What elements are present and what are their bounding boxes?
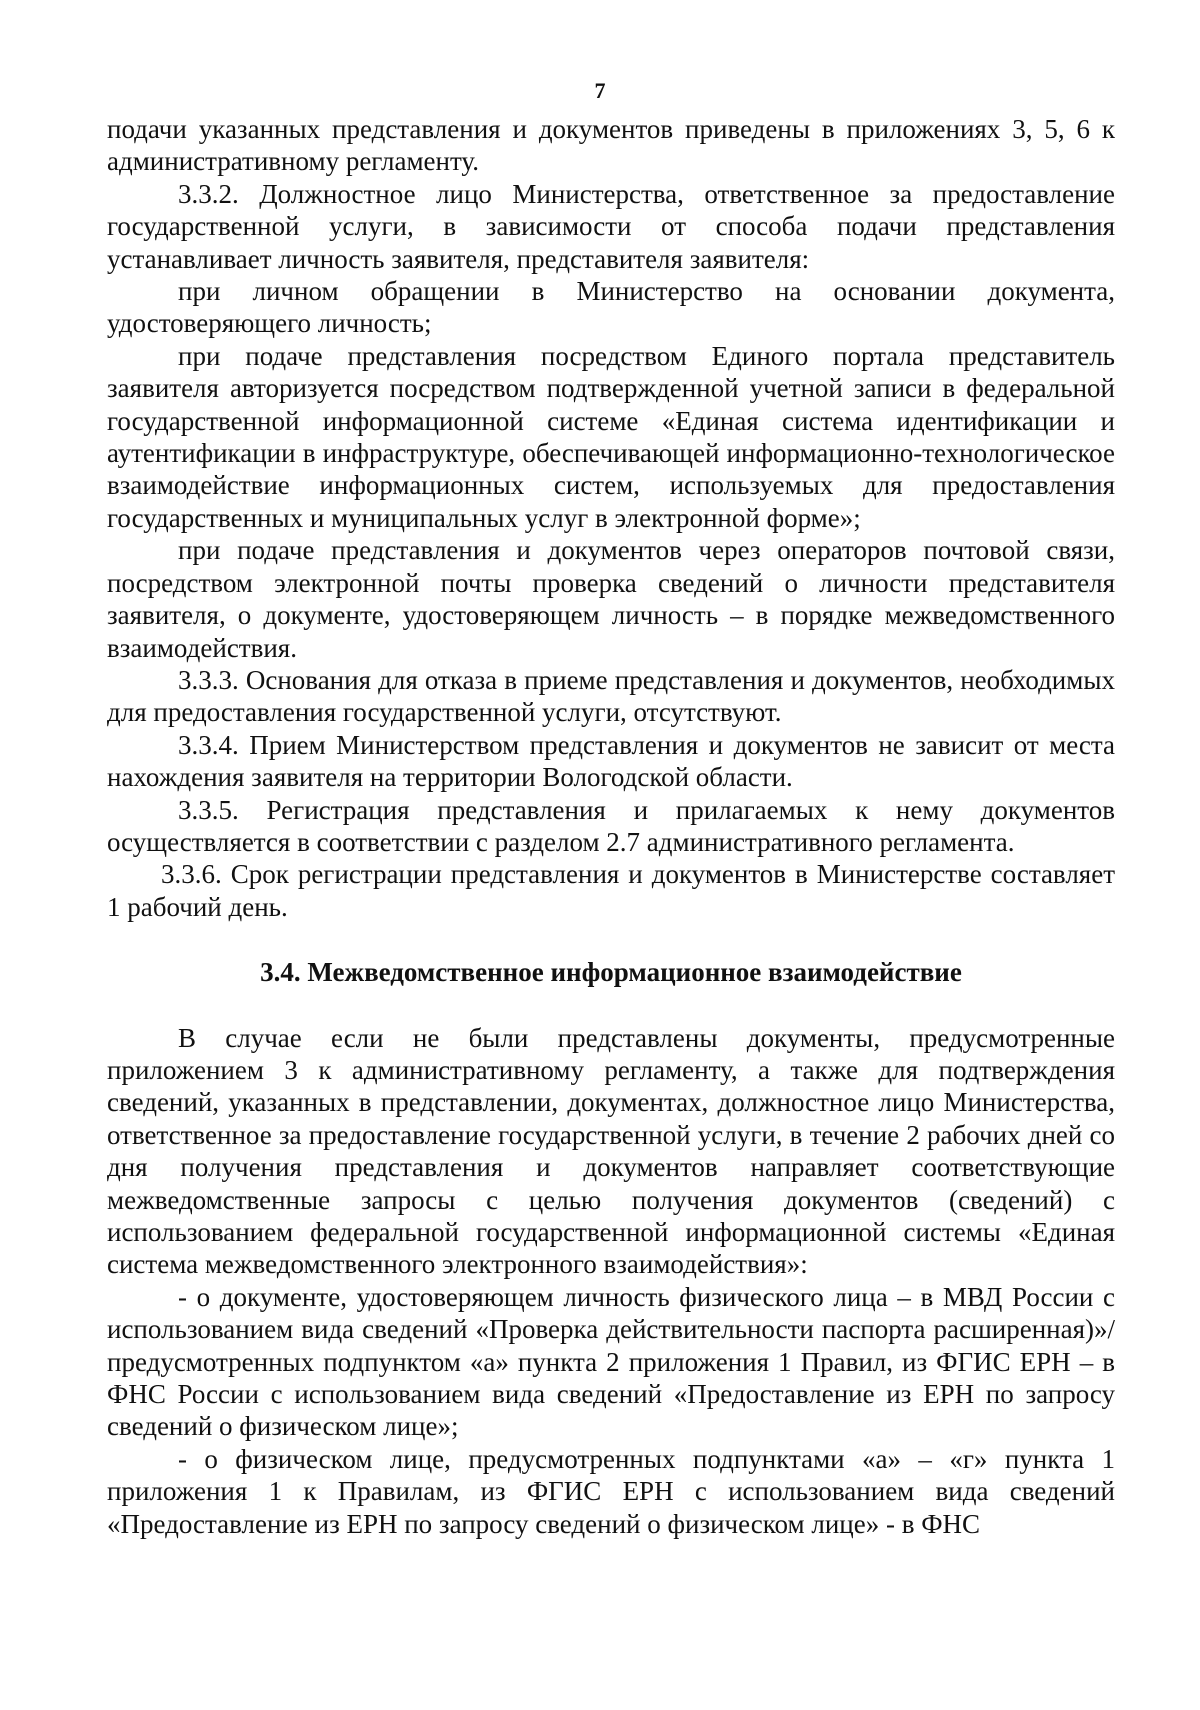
section-heading: 3.4. Межведомственное информационное взаимодействие	[260, 957, 962, 988]
document-body	[107, 113, 1115, 1540]
list-item-identity-document: - о документе, удостоверяющем личность физического лица – в МВД России с использованием вида сведений «Проверка действительности паспорта расширенная)»/ предусмотренных подпунктом «а» пункта 2 приложения 1 Правил, из ФГИС ЕРН – в ФНС России с использованием вида сведений «Предоставление из ЕРН по запросу сведений о физическом лице»;	[107, 1281, 1115, 1442]
paragraph-3-3-5: 3.3.5. Регистрация представления и прилагаемых к нему документов осуществляется в соответствии с разделом 2.7 административного регламента.	[107, 794, 1115, 857]
paragraph-interagency-intro: В случае если не были представлены документы, предусмотренные приложением 3 к административному регламенту, а также для подтверждения сведений, указанных в представлении, документах, должностное лицо Министерства, ответственное за предоставление государственной услуги, в течение 2 рабочих дней со дня получения представления и документов направляет соответствующие межведомственные запросы с целью получения документов (сведений) с использованием федеральной государственной информационной системы «Единая система межведомственного электронного взаимодействия»:	[107, 1022, 1115, 1280]
paragraph-personal-visit: при личном обращении в Министерство на основании документа, удостоверяющего личность;	[107, 276, 1115, 339]
page-number: 7	[594, 78, 606, 103]
paragraph-postal: при подаче представления и документов через операторов почтовой связи, посредством электронной почты проверка сведений о личности представителя заявителя, о документе, удостоверяющем личность – в порядке межведомственного взаимодействия.	[107, 535, 1115, 663]
paragraph-continuation: подачи указанных представления и документов приведены в приложениях 3, 5, 6 к административному регламенту.	[107, 114, 1115, 177]
paragraph-3-3-6: 3.3.6. Срок регистрации представления и документов в Министерстве составляет 1 рабочий день.	[107, 859, 1115, 922]
paragraph-3-3-2: 3.3.2. Должностное лицо Министерства, ответственное за предоставление государственной услуги, в зависимости от способа подачи представления устанавливает личность заявителя, представителя заявителя:	[107, 178, 1115, 274]
paragraph-3-3-4: 3.3.4. Прием Министерством представления и документов не зависит от места нахождения заявителя на территории Вологодской области.	[107, 729, 1115, 793]
list-item-individual: - о физическом лице, предусмотренных подпунктами «а» – «г» пункта 1 приложения 1 к Правилам, из ФГИС ЕРН с использованием вида сведений «Предоставление из ЕРН по запросу сведений о физическом лице» - в ФНС	[107, 1443, 1115, 1539]
paragraph-unified-portal: при подаче представления посредством Единого портала представитель заявителя авторизуется посредством подтвержденной учетной записи в федеральной государственной информационной системе «Единая система идентификации и аутентификации в инфраструктуре, обеспечивающей информационно-технологическое взаимодействие информационных систем, используемых для предоставления государственных и муниципальных услуг в электронной форме»;	[107, 340, 1115, 533]
paragraph-3-3-3: 3.3.3. Основания для отказа в приеме представления и документов, необходимых для предоставления государственной услуги, отсутствуют.	[107, 664, 1115, 728]
